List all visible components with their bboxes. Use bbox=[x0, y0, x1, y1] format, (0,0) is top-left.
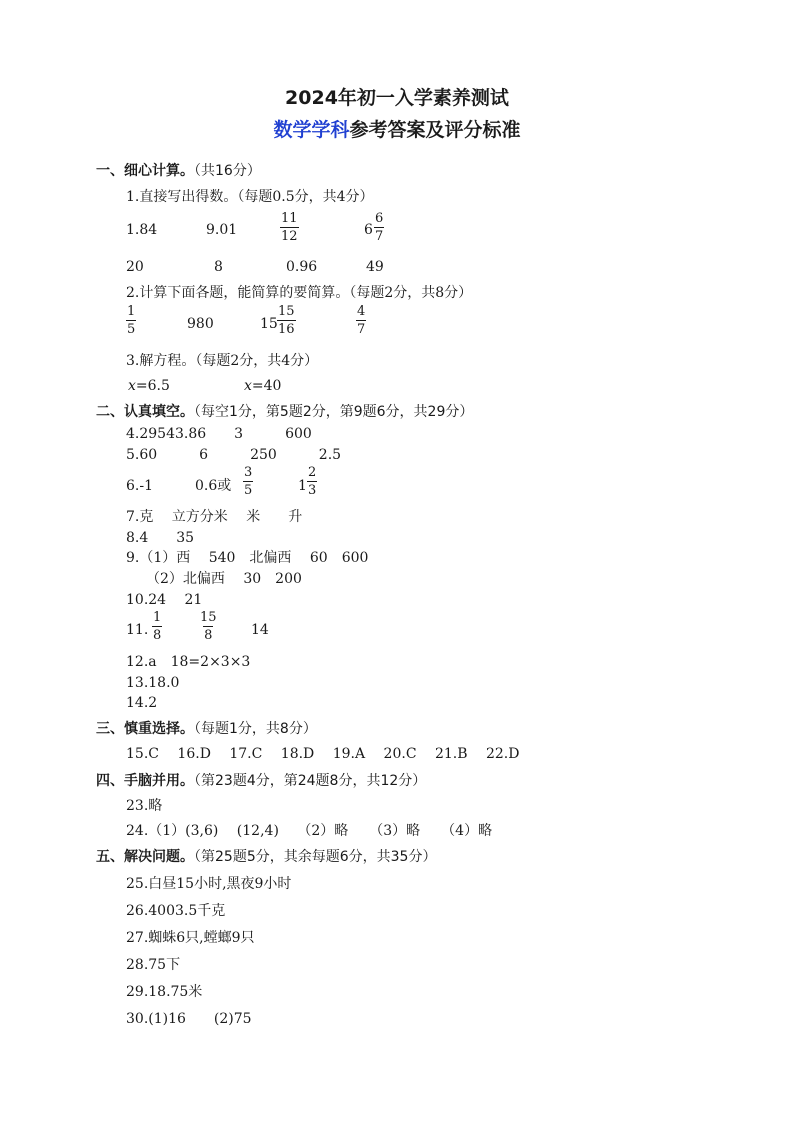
q1-instruction: 1.直接写出得数。（每题0.5分，共4分） bbox=[126, 189, 374, 205]
answer-11-value: 14 bbox=[251, 622, 269, 638]
answer-11: 11. bbox=[126, 622, 149, 638]
section-4-heading bbox=[96, 772, 426, 790]
subtitle-rest: 参考答案及评分标准 bbox=[349, 119, 521, 141]
q2-answer-3-fraction bbox=[277, 304, 296, 337]
fraction-denominator: 7 bbox=[357, 322, 366, 337]
answer-6-mixed-whole: 1 bbox=[298, 478, 307, 494]
section-4-score: （第23题4分，第24题8分，共12分） bbox=[194, 773, 427, 789]
section-4-title: 四、手脑并用。 bbox=[96, 773, 194, 789]
answer-12: 12.a 18=2×3×3 bbox=[126, 654, 251, 670]
q1-answer-7: 0.96 bbox=[286, 259, 318, 275]
fraction-denominator: 8 bbox=[153, 628, 162, 643]
fraction-denominator: 3 bbox=[308, 483, 317, 498]
answer-27: 27.蜘蛛6只,螳螂9只 bbox=[126, 930, 255, 946]
fraction-numerator: 6 bbox=[375, 211, 384, 226]
fraction-numerator: 15 bbox=[200, 610, 217, 625]
section-3-heading bbox=[96, 720, 317, 738]
answer-24: 24.（1）(3,6) (12,4) （2）略 （3）略 （4）略 bbox=[126, 823, 493, 839]
answer-11-fraction-2 bbox=[199, 610, 218, 643]
fraction-numerator: 2 bbox=[308, 465, 317, 480]
section-1-score: （共16分） bbox=[194, 163, 261, 179]
subject-name: 数学学科 bbox=[273, 119, 350, 141]
section-3-title: 三、慎重选择。 bbox=[96, 721, 194, 737]
fraction-denominator: 8 bbox=[204, 628, 213, 643]
q2-instruction: 2.计算下面各题，能简算的要简算。（每题2分，共8分） bbox=[126, 285, 473, 301]
fraction-numerator: 3 bbox=[244, 465, 253, 480]
answer-30: 30.(1)16 (2)75 bbox=[126, 1011, 252, 1027]
q1-answer-4-fraction bbox=[374, 211, 384, 244]
q1-answer-8: 49 bbox=[366, 259, 384, 275]
q2-answer-3-whole: 15 bbox=[260, 316, 278, 332]
fraction-numerator: 11 bbox=[281, 211, 298, 226]
fraction-numerator: 1 bbox=[153, 610, 162, 625]
section-5-heading bbox=[96, 848, 436, 866]
q1-answer-5: 20 bbox=[126, 259, 144, 275]
answer-5: 5.60 6 250 2.5 bbox=[126, 447, 342, 463]
q1-answer-2: 9.01 bbox=[206, 222, 238, 238]
q2-answer-4-fraction bbox=[356, 304, 366, 337]
q2-answer-2: 980 bbox=[187, 316, 214, 332]
answer-6-fraction bbox=[243, 465, 253, 498]
answer-11-fraction-1 bbox=[152, 610, 162, 643]
answer-13: 13.18.0 bbox=[126, 675, 180, 691]
fraction-denominator: 7 bbox=[375, 229, 384, 244]
answer-10: 10.24 21 bbox=[126, 592, 203, 608]
choice-answers: 15.C 16.D 17.C 18.D 19.A 20.C 21.B 22.D bbox=[126, 746, 520, 762]
answer-28: 28.75下 bbox=[126, 957, 181, 973]
fraction-numerator: 15 bbox=[278, 304, 295, 319]
q3-instruction: 3.解方程。（每题2分，共4分） bbox=[126, 353, 319, 369]
section-2-title: 二、认真填空。 bbox=[96, 404, 194, 420]
equation-value: =6.5 bbox=[135, 378, 170, 394]
answer-4: 4.29543.86 3 600 bbox=[126, 426, 312, 442]
section-1-title: 一、细心计算。 bbox=[96, 163, 194, 179]
q3-answer-1 bbox=[128, 377, 170, 395]
fraction-denominator: 5 bbox=[127, 322, 136, 337]
answer-6: 6.-1 0.6或 bbox=[126, 478, 232, 494]
answer-9-part-1: 9.（1）西 540 北偏西 60 600 bbox=[126, 550, 369, 566]
answer-29: 29.18.75米 bbox=[126, 984, 203, 1000]
q1-answer-3-fraction bbox=[280, 211, 299, 244]
fraction-denominator: 5 bbox=[244, 483, 253, 498]
fraction-numerator: 1 bbox=[127, 304, 136, 319]
section-5-score: （第25题5分，其余每题6分，共35分） bbox=[194, 849, 437, 865]
q1-answer-4-whole: 6 bbox=[364, 222, 373, 238]
answer-23: 23.略 bbox=[126, 798, 163, 814]
q1-answer-1: 1.84 bbox=[126, 222, 158, 238]
answer-14: 14.2 bbox=[126, 695, 158, 711]
fraction-numerator: 4 bbox=[357, 304, 366, 319]
section-2-heading bbox=[96, 403, 473, 421]
answer-7: 7.克 立方分米 米 升 bbox=[126, 509, 303, 525]
answer-26: 26.4003.5千克 bbox=[126, 903, 226, 919]
answer-8: 8.4 35 bbox=[126, 530, 195, 546]
section-1-heading bbox=[96, 162, 261, 180]
answer-9-part-2: （2）北偏西 30 200 bbox=[146, 571, 302, 587]
equation-variable: x bbox=[128, 378, 136, 394]
section-5-title: 五、解决问题。 bbox=[96, 849, 194, 865]
section-2-score: （每空1分，第5题2分，第9题6分，共29分） bbox=[194, 404, 474, 420]
fraction-denominator: 12 bbox=[281, 229, 298, 244]
section-3-score: （每题1分，共8分） bbox=[194, 721, 317, 737]
page-title: 2024年初一入学素养测试 bbox=[285, 87, 509, 109]
fraction-denominator: 16 bbox=[278, 322, 295, 337]
q2-answer-1-fraction bbox=[126, 304, 136, 337]
page-subtitle bbox=[0, 118, 794, 142]
equation-value: =40 bbox=[251, 378, 282, 394]
answer-25: 25.白昼15小时,黑夜9小时 bbox=[126, 876, 292, 892]
answer-6-mixed-fraction bbox=[307, 465, 317, 498]
equation-variable: x bbox=[244, 378, 252, 394]
q3-answer-2 bbox=[244, 377, 281, 395]
q1-answer-6: 8 bbox=[214, 259, 223, 275]
